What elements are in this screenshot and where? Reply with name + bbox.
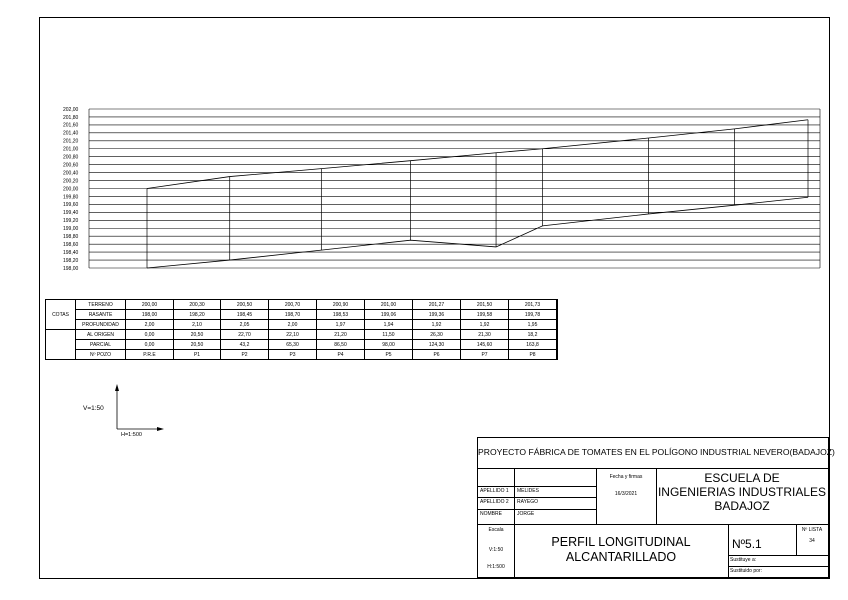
elevation-label: 198,60	[63, 241, 79, 248]
table-cell: 2,00	[269, 320, 317, 330]
table-cell: P.R.E	[126, 350, 174, 360]
table-cell: P2	[221, 350, 269, 360]
drawing-title-line1: PERFIL LONGITUDINAL	[551, 535, 691, 549]
surname2-label: APELLIDO 2	[480, 499, 509, 505]
table-cell: 198,20	[174, 310, 221, 320]
elevation-grid	[89, 109, 820, 268]
table-cell: 22,70	[221, 330, 269, 340]
table-cell: 199,36	[413, 310, 461, 320]
table-cell: 198,00	[126, 310, 174, 320]
name-value: JORGE	[517, 511, 535, 517]
drawing-title-line2: ALCANTARILLADO	[565, 550, 677, 564]
group-label-empty	[46, 330, 76, 360]
elevation-label: 201,60	[63, 122, 79, 129]
elevation-label: 198,80	[63, 234, 79, 240]
table-cell: 199,58	[461, 310, 509, 320]
row-label: Nº POZO	[76, 350, 126, 360]
table-cell: 0,00	[126, 340, 174, 350]
title-block	[477, 437, 835, 578]
surname2-value: RAYEGO	[517, 499, 539, 505]
table-cell: 1,92	[461, 320, 509, 330]
row-label: RASANTE	[76, 310, 126, 320]
table-cell: 200,30	[174, 300, 221, 310]
table-cell: 11,50	[365, 330, 413, 340]
table-cell: 65,30	[269, 340, 317, 350]
elevation-axis-labels	[63, 107, 79, 272]
name-label: NOMBRE	[480, 511, 502, 517]
table-cell: 21,20	[317, 330, 365, 340]
table-cell: 1,95	[509, 320, 557, 330]
table-cell: 200,50	[221, 300, 269, 310]
table-cell: 200,00	[126, 300, 174, 310]
table-cell: P6	[413, 350, 461, 360]
table-cell: 124,30	[413, 340, 461, 350]
school-line1: ESCUELA DE	[704, 471, 780, 485]
table-cell: 200,70	[269, 300, 317, 310]
replaces-label: Sustituye a:	[730, 557, 757, 563]
school-line3: BADAJOZ	[714, 499, 770, 513]
elevation-label: 202,00	[63, 106, 79, 113]
table-cell: P5	[365, 350, 413, 360]
replaced-by-label: Sustituido por:	[730, 568, 762, 574]
table-row	[46, 350, 558, 360]
row-label: AL ORIGEN	[76, 330, 126, 340]
elevation-label: 199,60	[63, 202, 79, 209]
row-label: PROFUNDIDAD	[76, 320, 126, 330]
elevation-label: 200,20	[63, 178, 79, 185]
elevation-label: 198,00	[63, 265, 79, 272]
surname1-label: APELLIDO 1	[480, 488, 509, 494]
elevation-label: 201,80	[63, 114, 79, 121]
table-cell: 1,97	[317, 320, 365, 330]
school-line2: INGENIERIAS INDUSTRIALES	[657, 485, 827, 499]
table-cell: 145,60	[461, 340, 509, 350]
elevation-label: 200,40	[63, 170, 79, 177]
elevation-label: 201,00	[63, 146, 79, 153]
table-cell: 201,50	[461, 300, 509, 310]
elevation-label: 199,80	[63, 194, 79, 201]
table-cell: 198,45	[221, 310, 269, 320]
table-cell: 21,30	[461, 330, 509, 340]
table-cell-empty	[557, 320, 558, 330]
table-cell: P4	[317, 350, 365, 360]
scale-label: Escala	[488, 527, 504, 533]
horizontal-arrowhead	[157, 427, 164, 431]
table-row	[46, 300, 558, 310]
elevation-label: 198,20	[63, 257, 79, 264]
elevation-label: 200,60	[63, 162, 79, 169]
group-label: COTAS	[46, 300, 76, 330]
elevation-label: 199,20	[63, 218, 79, 225]
table-cell: 26,30	[413, 330, 461, 340]
table-cell-empty	[557, 340, 558, 350]
table-cell: 1,92	[413, 320, 461, 330]
vertical-scale-label: V=1:50	[83, 405, 104, 412]
horizontal-scale-label: H=1:500	[121, 432, 142, 438]
table-cell: 198,70	[269, 310, 317, 320]
elevation-label: 200,80	[63, 154, 79, 161]
table-cell: 201,27	[413, 300, 461, 310]
list-number-label: Nº LISTA	[801, 527, 823, 533]
drawing-number: Nº5.1	[732, 537, 762, 551]
row-label: PARCIAL	[76, 340, 126, 350]
table-cell: 2,00	[126, 320, 174, 330]
profile-data-table	[45, 299, 558, 360]
table-cell-empty	[557, 310, 558, 320]
elevation-label: 199,00	[63, 226, 79, 233]
scale-vertical: V:1:50	[488, 547, 504, 553]
table-cell: 20,50	[174, 340, 221, 350]
table-cell: 2,10	[174, 320, 221, 330]
table-cell-empty	[557, 350, 558, 360]
table-cell-empty	[557, 300, 558, 310]
table-cell: 22,10	[269, 330, 317, 340]
table-row	[46, 310, 558, 320]
table-cell: P3	[269, 350, 317, 360]
table-cell: 198,53	[317, 310, 365, 320]
table-cell: 18,2	[509, 330, 557, 340]
row-label: TERRENO	[76, 300, 126, 310]
date-label: Fecha y firmas	[609, 474, 643, 480]
table-row	[46, 320, 558, 330]
table-row	[46, 330, 558, 340]
table-row	[46, 340, 558, 350]
table-cell-empty	[557, 330, 558, 340]
vertical-arrowhead	[115, 384, 119, 391]
table-cell: 2,05	[221, 320, 269, 330]
table-cell: 201,73	[509, 300, 557, 310]
table-cell: 200,90	[317, 300, 365, 310]
elevation-label: 201,40	[63, 130, 79, 137]
table-cell: 163,8	[509, 340, 557, 350]
date-value: 16/3/2021	[614, 491, 638, 497]
scale-arrows	[115, 384, 164, 431]
grade-line	[147, 197, 808, 268]
scale-horizontal: H:1:500	[487, 564, 505, 570]
table-cell: P1	[174, 350, 221, 360]
table-cell: 43,2	[221, 340, 269, 350]
table-cell: 98,00	[365, 340, 413, 350]
table-cell: 0,00	[126, 330, 174, 340]
terrain-line	[147, 120, 808, 189]
elevation-label: 199,40	[63, 210, 79, 217]
table-cell: 20,50	[174, 330, 221, 340]
table-cell: 86,50	[317, 340, 365, 350]
elevation-label: 198,40	[63, 249, 79, 256]
table-cell: 201,00	[365, 300, 413, 310]
surname1-value: MELIDES	[517, 488, 539, 494]
elevation-label: 201,20	[63, 138, 79, 145]
table-cell: P7	[461, 350, 509, 360]
project-title: PROYECTO FÁBRICA DE TOMATES EN EL POLÍGONO INDUSTRIAL NEVERO(BADAJOZ)	[478, 447, 835, 457]
table-cell: 1,94	[365, 320, 413, 330]
table-cell: 199,06	[365, 310, 413, 320]
table-cell: P8	[509, 350, 557, 360]
table-cell: 199,78	[509, 310, 557, 320]
elevation-label: 200,00	[63, 186, 79, 193]
list-number-value: 34	[809, 538, 815, 544]
